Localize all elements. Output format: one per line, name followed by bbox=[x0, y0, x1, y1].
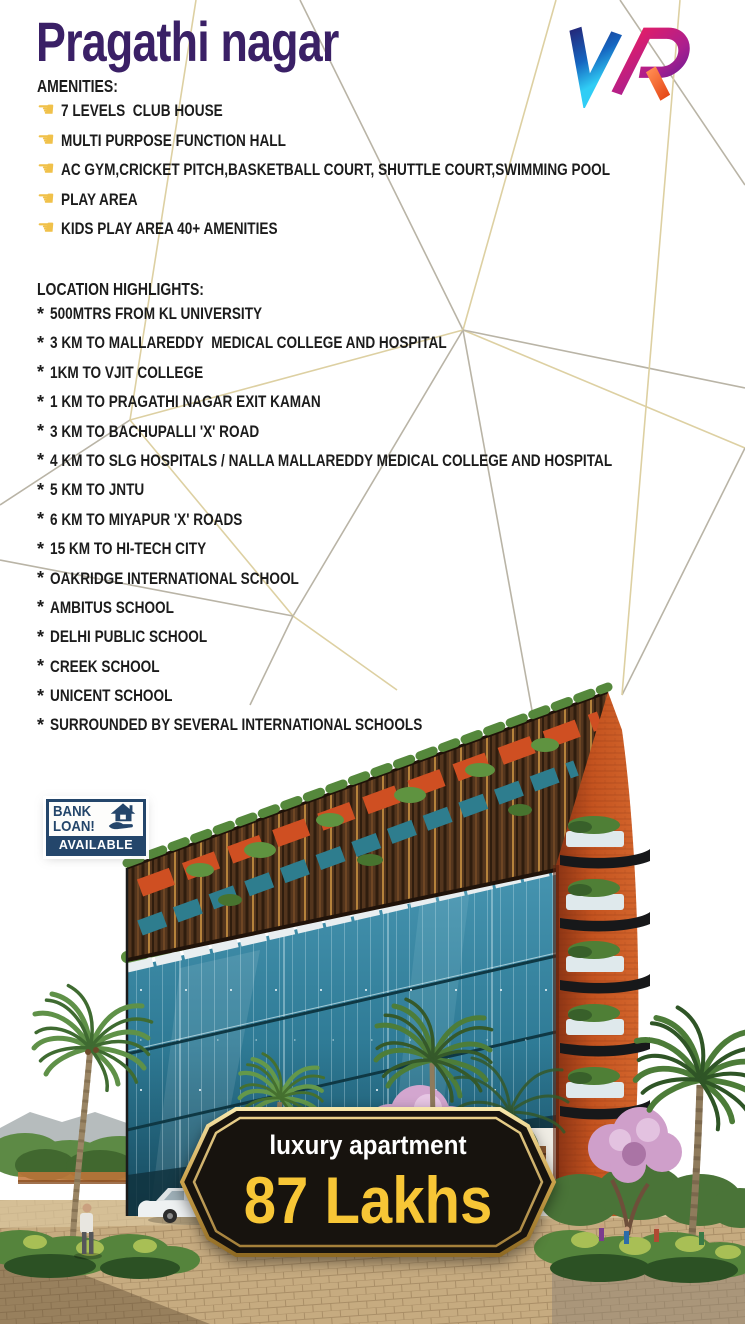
location-item: * DELHI PUBLIC SCHOOL bbox=[37, 626, 208, 647]
bank-badge-line2: LOAN! bbox=[53, 817, 95, 835]
star-bullet: * bbox=[37, 391, 45, 412]
star-bullet: * bbox=[37, 597, 45, 618]
amenity-item: ☚ KIDS PLAY AREA 40+ AMENITIES bbox=[37, 217, 278, 239]
amenity-item: ☚ PLAY AREA bbox=[37, 187, 138, 210]
location-item: * SURROUNDED BY SEVERAL INTERNATIONAL SCHOOLS bbox=[37, 714, 423, 735]
location-item: * 3 KM TO MALLAREDDY MEDICAL COLLEGE AND HOSPITAL bbox=[37, 332, 447, 353]
location-item: * UNICENT SCHOOL bbox=[37, 685, 173, 706]
amenity-item: ☚ MULTI PURPOSE FUNCTION HALL bbox=[37, 128, 286, 151]
location-item: * 4 KM TO SLG HOSPITALS / NALLA MALLAREDDY MEDICAL COLLEGE AND HOSPITAL bbox=[37, 450, 613, 471]
location-item: * CREEK SCHOOL bbox=[37, 656, 160, 677]
house-in-hand-icon bbox=[106, 802, 140, 838]
star-bullet: * bbox=[37, 303, 45, 324]
bank-badge-line1: BANK bbox=[53, 803, 92, 821]
star-bullet: * bbox=[37, 714, 45, 735]
bank-loan-badge bbox=[46, 799, 146, 856]
pointing-finger-icon: ☚ bbox=[37, 99, 55, 121]
star-bullet: * bbox=[37, 568, 45, 589]
star-bullet: * bbox=[37, 509, 45, 530]
star-bullet: * bbox=[37, 538, 45, 559]
amenities-list bbox=[37, 99, 745, 250]
location-item: * 1KM TO VJIT COLLEGE bbox=[37, 362, 204, 383]
location-item: * 15 KM TO HI-TECH CITY bbox=[37, 538, 207, 559]
star-bullet: * bbox=[37, 421, 45, 442]
locations-heading: LOCATION HIGHLIGHTS: bbox=[37, 279, 204, 299]
bank-badge-line3: AVAILABLE bbox=[49, 836, 143, 854]
locations-list bbox=[37, 305, 745, 746]
amenity-item: ☚ 7 LEVELS CLUB HOUSE bbox=[37, 99, 223, 121]
pointing-finger-icon: ☚ bbox=[37, 128, 55, 151]
location-item: * 500MTRS FROM KL UNIVERSITY bbox=[37, 303, 263, 324]
star-bullet: * bbox=[37, 685, 45, 706]
location-item: * 5 KM TO JNTU bbox=[37, 479, 145, 500]
location-item: * OAKRIDGE INTERNATIONAL SCHOOL bbox=[37, 568, 299, 589]
location-item: * AMBITUS SCHOOL bbox=[37, 597, 174, 618]
amenity-item: ☚ AC GYM,CRICKET PITCH,BASKETBALL COURT, SHUTTLE COURT,SWIMMING POOL bbox=[37, 158, 610, 180]
page-title: Pragathi nagar bbox=[36, 10, 339, 73]
location-item: * 1 KM TO PRAGATHI NAGAR EXIT KAMAN bbox=[37, 391, 321, 412]
pointing-finger-icon: ☚ bbox=[37, 158, 55, 180]
pointing-finger-icon: ☚ bbox=[37, 187, 55, 210]
star-bullet: * bbox=[37, 362, 45, 383]
price-badge-value: 87 Lakhs bbox=[243, 1163, 493, 1237]
star-bullet: * bbox=[37, 656, 45, 677]
vr-logo bbox=[560, 20, 692, 108]
pointing-finger-icon: ☚ bbox=[37, 217, 55, 239]
star-bullet: * bbox=[37, 332, 45, 353]
star-bullet: * bbox=[37, 450, 45, 471]
price-badge-label: luxury apartment bbox=[269, 1130, 467, 1160]
star-bullet: * bbox=[37, 626, 45, 647]
location-item: * 3 KM TO BACHUPALLI 'X' ROAD bbox=[37, 421, 260, 442]
price-badge bbox=[176, 1106, 560, 1258]
star-bullet: * bbox=[37, 479, 45, 500]
amenities-heading: AMENITIES: bbox=[37, 76, 118, 96]
location-item: * 6 KM TO MIYAPUR 'X' ROADS bbox=[37, 509, 243, 530]
